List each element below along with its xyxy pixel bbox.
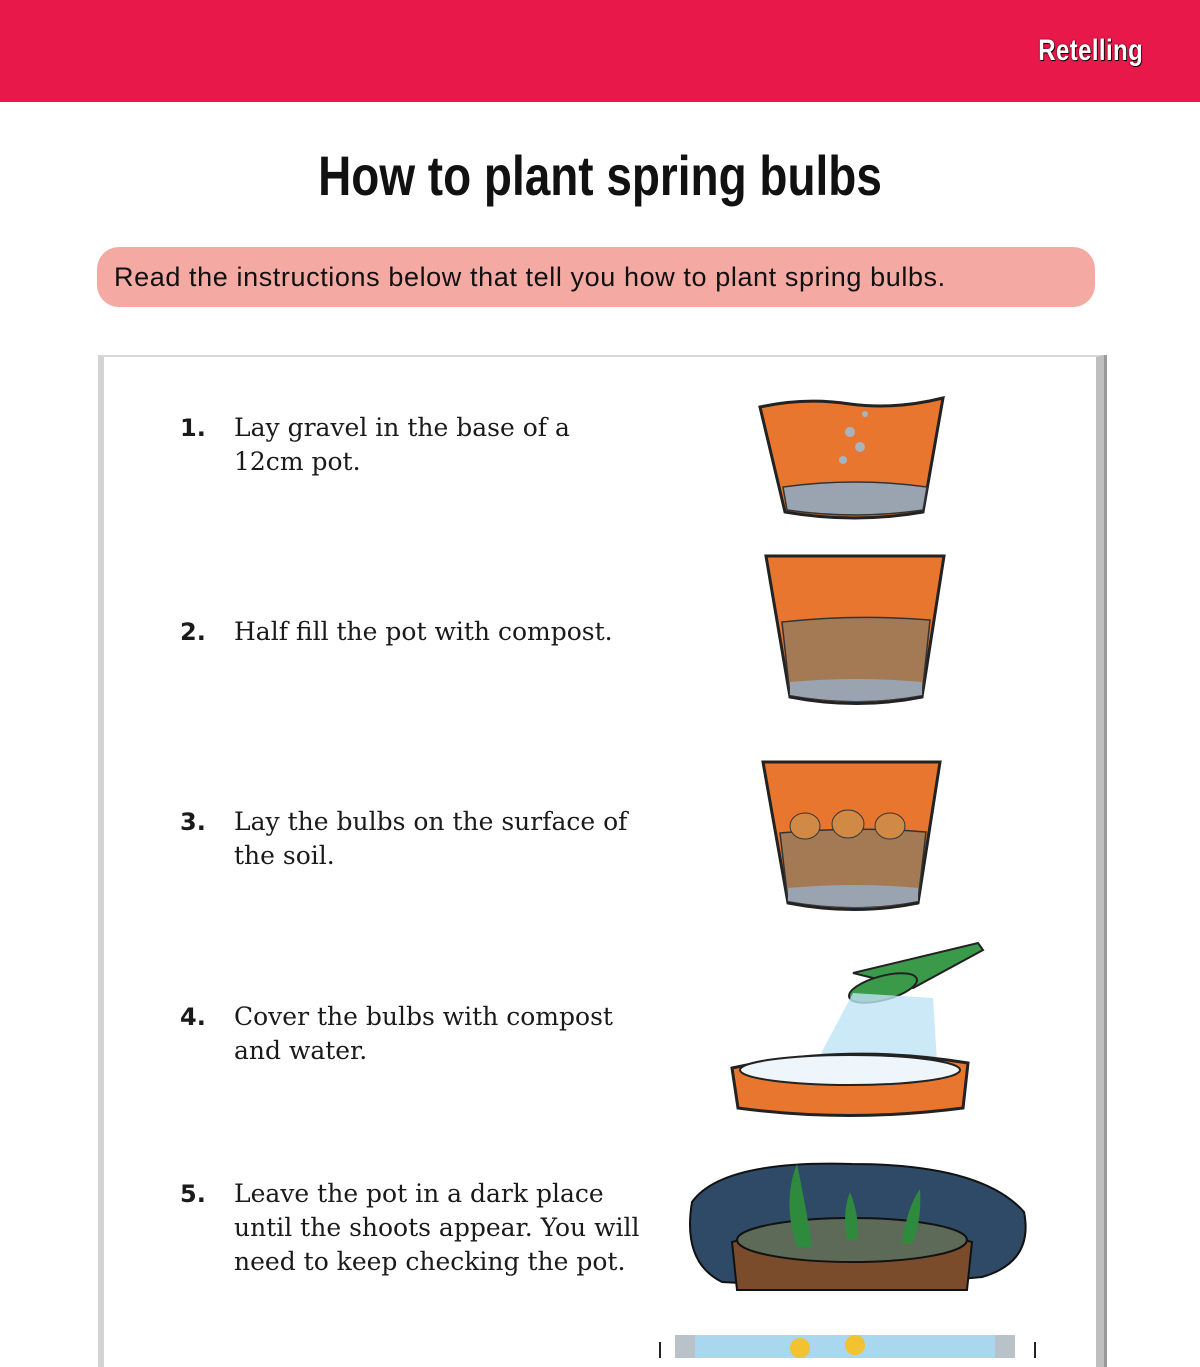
step-text: Lay the bulbs on the surface of the soil. — [234, 807, 628, 870]
pot-half-compost-illustration — [762, 552, 950, 712]
watering-can-pot-illustration — [728, 938, 990, 1120]
step-number: 1. — [180, 414, 206, 442]
pot-with-bulbs-illustration — [760, 758, 945, 918]
pot-with-gravel-illustration — [755, 392, 950, 527]
page-title: How to plant spring bulbs — [318, 144, 882, 207]
step-text: Lay gravel in the base of a 12cm pot. — [234, 413, 570, 476]
instruction-text: Read the instructions below that tell you how to plant spring bulbs. — [114, 262, 946, 292]
step-number: 5. — [180, 1180, 206, 1208]
section-tag: Retelling — [1038, 34, 1143, 67]
step-text: Cover the bulbs with compost and water. — [234, 1002, 613, 1065]
window-daffodils-illustration — [655, 1330, 1040, 1358]
step-text: Leave the pot in a dark place until the shoots appear. You will need to keep checking the pot. — [234, 1179, 640, 1276]
step-number: 2. — [180, 618, 206, 646]
step-number: 3. — [180, 808, 206, 836]
header-bar — [0, 0, 1200, 102]
pot-in-dark-illustration — [682, 1152, 1030, 1292]
instruction-banner — [97, 247, 1095, 307]
step-number: 4. — [180, 1003, 206, 1031]
step-text: Half fill the pot with compost. — [234, 617, 613, 646]
